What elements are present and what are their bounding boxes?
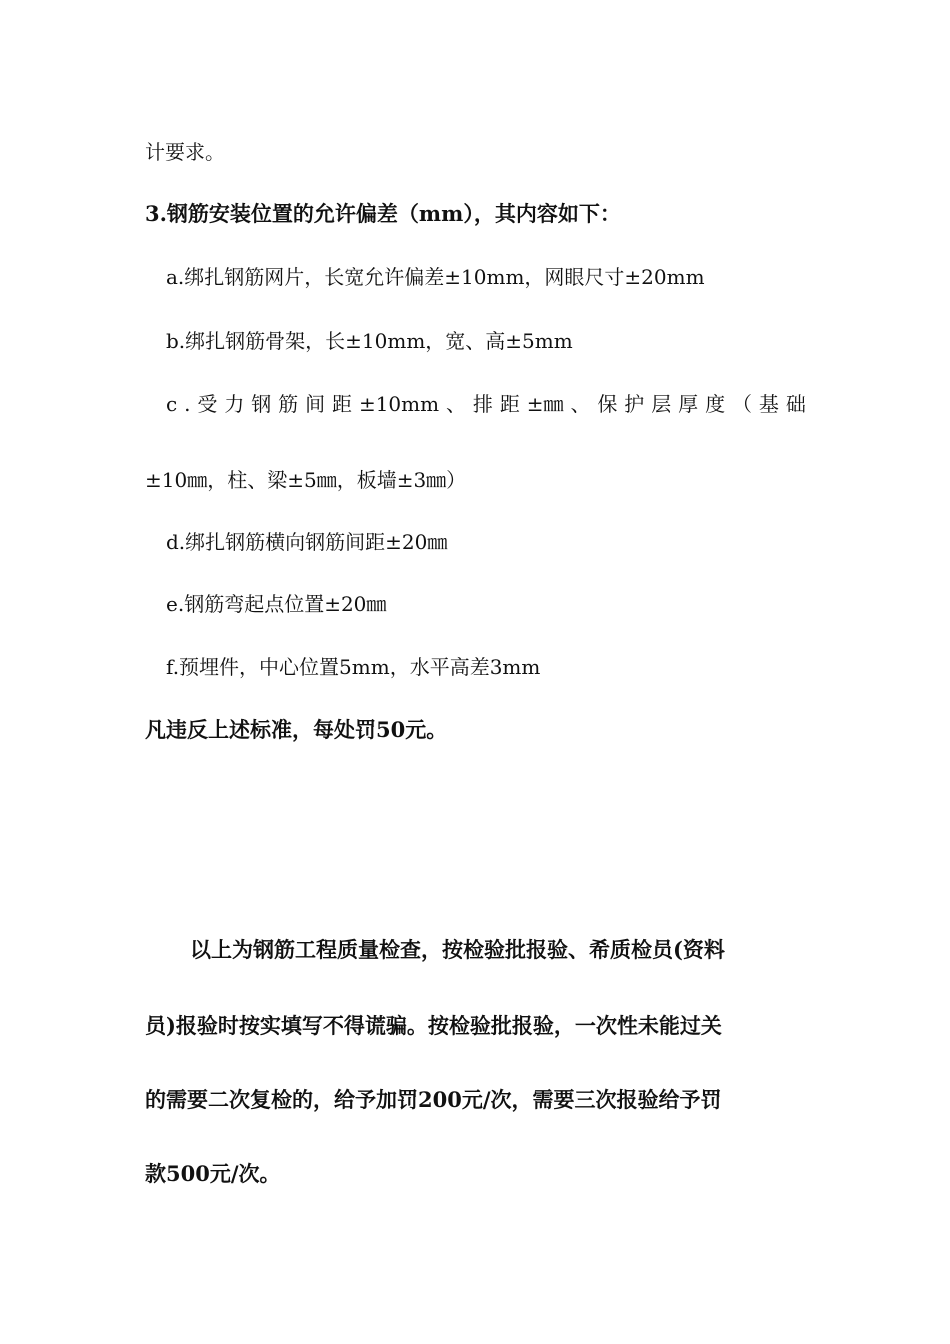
- item-c-glyph: ±㎜: [526, 392, 564, 416]
- item-c-glyph: 间: [305, 392, 326, 416]
- penalty-line: 凡违反上述标准，每处罚50元。: [145, 717, 448, 742]
- item-a: a.绑扎钢筋网片，长宽允许偏差±10mm，网眼尺寸±20mm: [166, 265, 705, 289]
- item-d: d.绑扎钢筋横向钢筋间距±20㎜: [166, 530, 448, 554]
- item-c-glyph: .: [184, 392, 191, 416]
- item-c-glyph: （: [731, 392, 752, 416]
- item-c-glyph: 、: [446, 392, 466, 416]
- item-c-glyph: c: [166, 392, 178, 416]
- section-heading: 3.钢筋安装位置的允许偏差（mm），其内容如下：: [145, 201, 621, 226]
- item-c-glyph: 力: [224, 392, 245, 416]
- item-c-glyph: 护: [624, 392, 645, 416]
- item-c-glyph: 距: [499, 392, 520, 416]
- item-c-glyph: ±10mm: [358, 392, 440, 416]
- closing-paragraph-line2: 员)报验时按实填写不得谎骗。按检验批报验，一次性未能过关: [145, 1013, 722, 1038]
- closing-paragraph-line4: 款500元/次。: [145, 1161, 281, 1186]
- item-e: e.钢筋弯起点位置±20㎜: [166, 592, 387, 616]
- item-c-glyph: 度: [705, 392, 726, 416]
- item-c-glyph: 基: [758, 392, 779, 416]
- item-c-glyph: 保: [597, 392, 618, 416]
- item-c-line2: ±10㎜，柱、梁±5㎜，板墙±3㎜）: [145, 468, 467, 492]
- item-c-glyph: 层: [651, 392, 672, 416]
- closing-paragraph-line3: 的需要二次复检的，给予加罚200元/次，需要三次报验给予罚: [145, 1087, 722, 1112]
- item-c-glyph: 受: [197, 392, 218, 416]
- closing-paragraph-line1: 以上为钢筋工程质量检查，按检验批报验、希质检员(资料: [190, 937, 725, 962]
- item-c-glyph: 钢: [251, 392, 272, 416]
- item-f: f.预埋件，中心位置5mm，水平高差3mm: [166, 655, 541, 679]
- item-c-glyph: 础: [785, 392, 806, 416]
- continuation-text: 计要求。: [145, 140, 225, 164]
- item-c-glyph: 排: [472, 392, 493, 416]
- item-c-glyph: 筋: [278, 392, 299, 416]
- item-c-glyph: 、: [570, 392, 591, 416]
- item-b: b.绑扎钢筋骨架，长±10mm，宽、高±5mm: [166, 329, 573, 353]
- item-c-glyph: 厚: [678, 392, 699, 416]
- item-c-line1: [166, 390, 806, 418]
- item-c-glyph: 距: [332, 392, 353, 416]
